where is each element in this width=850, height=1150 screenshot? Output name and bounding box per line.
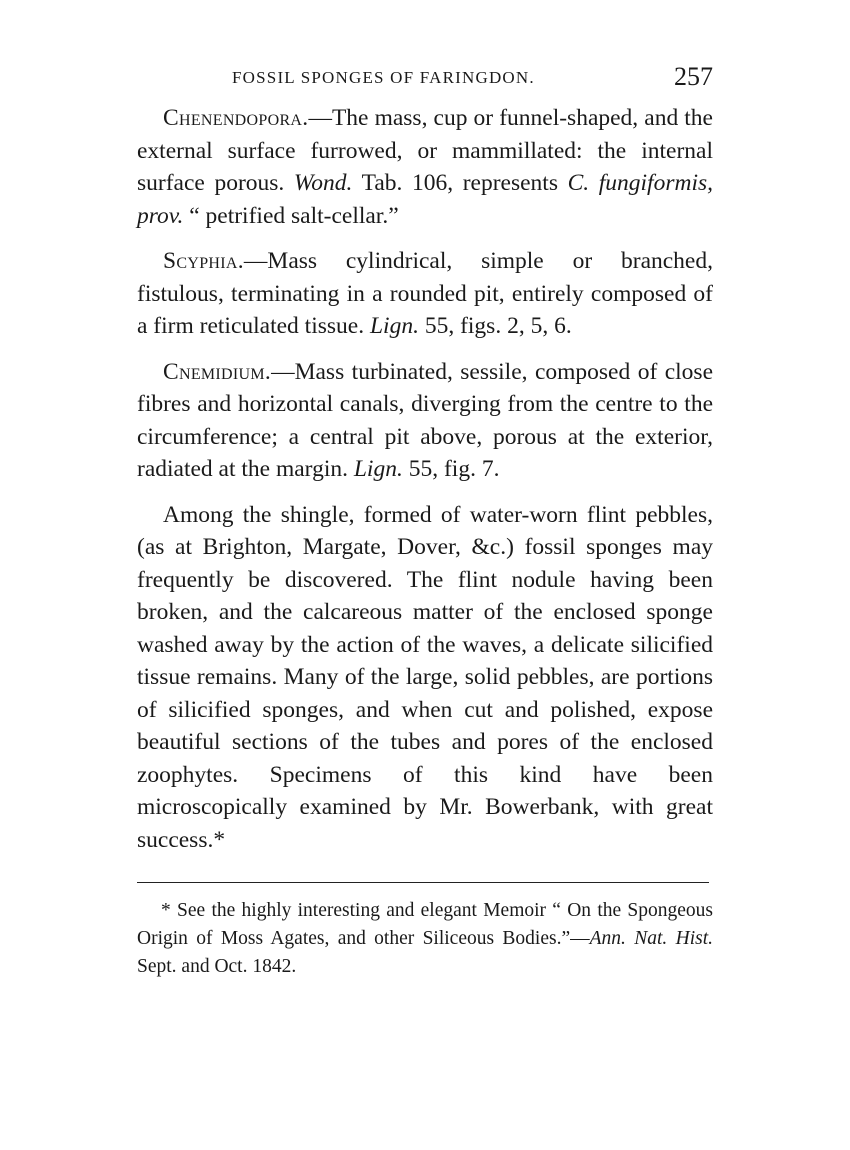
genus-term-scyphia: Scyphia. [163, 248, 244, 274]
species-italic: C. fungiformis, prov. [137, 170, 713, 229]
paragraph-chenendopora [137, 102, 713, 232]
body-text [137, 102, 713, 856]
paragraph-text: 55, figs. 2, 5, 6. [418, 313, 572, 339]
em-dash: — [308, 105, 332, 131]
paragraph-text: Tab. 106, represents [352, 170, 568, 196]
footnote [137, 897, 713, 981]
reference-italic: Wond. [293, 170, 353, 196]
paragraph-scyphia [137, 245, 713, 343]
footnote-text: Sept. and Oct. 1842. [137, 956, 297, 977]
paragraph-text: The mass, cup or funnel-shaped, and the external surface furrowed, or mammillated: the internal surface porous. [137, 105, 713, 196]
em-dash: — [271, 358, 295, 385]
reference-italic: Lign. [369, 313, 419, 339]
paragraph-text: Mass cylindrical, simple or branched, fistulous, terminating in a rounded pit, entirely composed of a firm reticulated tissue. [137, 248, 713, 339]
paragraph-shingle: Among the shingle, formed of water-worn flint pebbles, (as at Brighton, Margate, Dover, &c.) fossil sponges may frequently be discovered. The flint nodule having been broken, and the calcareous matter of the enclosed sponge washed away by the action of the waves, a delicate silicified tissue remains. Many of the large, solid pebbles, are portions of silicified sponges, and when cut and polished, expose beautiful sections of the tubes and pores of the enclosed zoophytes. Specimens of this kind have been microscopically examined by Mr. Bowerbank, with great success.* [137, 501, 713, 853]
journal-italic: Ann. Nat. Hist. [589, 928, 713, 949]
running-title: FOSSIL SPONGES OF FARINGDON. [232, 68, 535, 87]
footnote-text: * See the highly interesting and elegant Memoir “ On the Spongeous Origin of Moss Agates, and other Siliceous Bodies.”— [137, 900, 713, 949]
page-number: 257 [674, 62, 713, 91]
reference-italic: Lign. [353, 456, 403, 482]
paragraph-text: “ petrified salt-cellar.” [183, 202, 399, 229]
genus-term-cnemidium: Cnemidium. [163, 358, 272, 385]
footnote-divider [137, 882, 709, 883]
genus-term-chenendopora: Chenendopora. [163, 105, 309, 131]
paragraph-cnemidium [137, 356, 713, 486]
paragraph-text: 55, fig. 7. [402, 456, 500, 482]
running-head [137, 62, 713, 102]
em-dash: — [243, 248, 268, 274]
book-page [137, 62, 713, 1001]
paragraph-text: Mass turbinated, sessile, composed of close fibres and horizontal canals, diverging from the centre to the circumference; a central pit above, porous at the exterior, radiated at the margin. [137, 358, 713, 482]
